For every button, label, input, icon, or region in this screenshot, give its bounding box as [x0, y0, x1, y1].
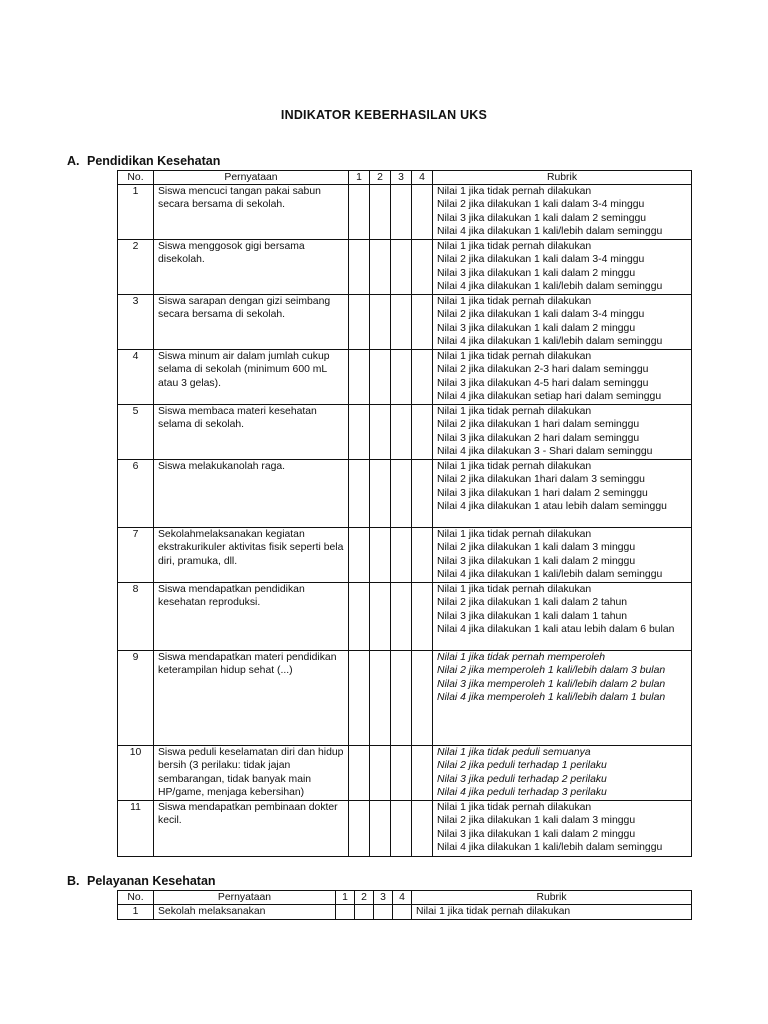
score-cell-4[interactable] [412, 460, 433, 528]
table-row [118, 651, 692, 746]
score-cell-3[interactable] [391, 651, 412, 746]
score-cell-3[interactable] [391, 405, 412, 460]
row-number: 8 [118, 583, 154, 651]
rubric-line: Nilai 1 jika tidak pernah dilakukan [416, 906, 571, 917]
score-cell-4[interactable] [393, 905, 412, 920]
table-body-b [118, 905, 692, 920]
rubric-line: Nilai 4 jika dilakukan 1 kali/lebih dalam seminggu [437, 281, 663, 293]
rubric-cell [433, 240, 692, 295]
header-no: No. [118, 171, 154, 185]
score-cell-4[interactable] [412, 405, 433, 460]
rubric-line: Nilai 4 jika dilakukan 1 kali/lebih dalam seminggu [437, 226, 663, 238]
rubric-line: Nilai 4 jika peduli terhadap 3 perilaku [437, 787, 607, 799]
statement-cell: Siswa mendapatkan pendidikan kesehatan reproduksi. [154, 583, 349, 651]
table-header-row [118, 171, 692, 185]
score-cell-1[interactable] [336, 905, 355, 920]
rubric-line: Nilai 4 jika dilakukan 3 - Shari dalam seminggu [437, 446, 653, 458]
score-cell-2[interactable] [370, 651, 391, 746]
header-score-4: 4 [412, 171, 433, 185]
score-cell-3[interactable] [391, 528, 412, 583]
score-cell-4[interactable] [412, 746, 433, 801]
rubric-line: Nilai 2 jika dilakukan 1 kali dalam 3 minggu [437, 542, 636, 554]
row-number: 1 [118, 185, 154, 240]
rubric-cell [433, 746, 692, 801]
statement-cell: Sekolah melaksanakan [154, 905, 336, 920]
score-cell-2[interactable] [370, 185, 391, 240]
rubric-line: Nilai 1 jika tidak pernah dilakukan [437, 186, 592, 197]
score-cell-3[interactable] [391, 185, 412, 240]
rubric-line: Nilai 1 jika tidak pernah dilakukan [437, 406, 592, 417]
score-cell-3[interactable] [391, 295, 412, 350]
score-cell-4[interactable] [412, 528, 433, 583]
score-cell-1[interactable] [349, 405, 370, 460]
statement-cell: Siswa mendapatkan pembinaan dokter kecil. [154, 801, 349, 857]
rubric-line: Nilai 1 jika tidak pernah dilakukan [437, 584, 592, 595]
table-body-a [118, 185, 692, 857]
header-score-2: 2 [370, 171, 391, 185]
score-cell-3[interactable] [391, 801, 412, 857]
statement-cell: Siswa minum air dalam jumlah cukup selama di sekolah (minimum 600 mL atau 3 gelas). [154, 350, 349, 405]
rubric-cell [433, 295, 692, 350]
rubric-line: Nilai 4 jika dilakukan 1 kali atau lebih dalam 6 bulan [437, 624, 675, 636]
score-cell-1[interactable] [349, 240, 370, 295]
rubric-cell [433, 460, 692, 528]
score-cell-2[interactable] [370, 240, 391, 295]
rubric-line: Nilai 4 jika dilakukan setiap hari dalam seminggu [437, 391, 662, 403]
score-cell-1[interactable] [349, 801, 370, 857]
table-row [118, 460, 692, 528]
rubric-line: Nilai 4 jika dilakukan 1 kali/lebih dalam seminggu [437, 842, 663, 854]
table-row [118, 405, 692, 460]
rubric-line: Nilai 3 jika peduli terhadap 2 perilaku [437, 773, 607, 785]
rubric-line: Nilai 1 jika tidak pernah dilakukan [437, 802, 592, 813]
row-number: 4 [118, 350, 154, 405]
score-cell-2[interactable] [370, 460, 391, 528]
rubric-cell [433, 651, 692, 746]
score-cell-2[interactable] [370, 350, 391, 405]
rubric-line: Nilai 1 jika tidak pernah memperoleh [437, 652, 606, 663]
score-cell-4[interactable] [412, 295, 433, 350]
rubric-line: Nilai 1 jika tidak pernah dilakukan [437, 241, 592, 252]
table-row [118, 905, 692, 920]
table-row [118, 350, 692, 405]
table-row [118, 295, 692, 350]
rubric-line: Nilai 2 jika dilakukan 1 hari dalam seminggu [437, 419, 640, 431]
header-score-3: 3 [391, 171, 412, 185]
score-cell-2[interactable] [355, 905, 374, 920]
rubric-line: Nilai 3 jika dilakukan 4-5 hari dalam seminggu [437, 377, 649, 389]
header-score-4: 4 [393, 891, 412, 905]
rubric-line: Nilai 1 jika tidak peduli semuanya [437, 747, 591, 758]
section-a-heading [67, 154, 220, 168]
score-cell-4[interactable] [412, 350, 433, 405]
indicator-table-a [117, 170, 692, 857]
statement-cell: Siswa sarapan dengan gizi seimbang secara bersama di sekolah. [154, 295, 349, 350]
row-number: 5 [118, 405, 154, 460]
header-rubric: Rubrik [412, 891, 692, 905]
score-cell-1[interactable] [349, 746, 370, 801]
rubric-line: Nilai 2 jika peduli terhadap 1 perilaku [437, 760, 607, 772]
row-number: 9 [118, 651, 154, 746]
table-row [118, 746, 692, 801]
rubric-line: Nilai 3 jika dilakukan 1 kali dalam 2 minggu [437, 555, 636, 567]
table-header-row [118, 891, 692, 905]
rubric-line: Nilai 3 jika dilakukan 1 kali dalam 2 minggu [437, 267, 636, 279]
rubric-line: Nilai 2 jika dilakukan 1 kali dalam 3-4 minggu [437, 199, 645, 211]
section-a-letter: A. [67, 154, 80, 168]
statement-cell: Sekolahmelaksanakan kegiatan ekstrakurikuler aktivitas fisik seperti bela diri, pramuka, dll. [154, 528, 349, 583]
rubric-line: Nilai 4 jika dilakukan 1 atau lebih dalam seminggu [437, 501, 667, 513]
score-cell-3[interactable] [391, 460, 412, 528]
score-cell-2[interactable] [370, 746, 391, 801]
score-cell-1[interactable] [349, 185, 370, 240]
rubric-line: Nilai 2 jika dilakukan 1 kali dalam 3-4 minggu [437, 254, 645, 266]
rubric-cell [433, 185, 692, 240]
rubric-line: Nilai 4 jika memperoleh 1 kali/lebih dalam 1 bulan [437, 692, 666, 704]
statement-cell: Siswa menggosok gigi bersama disekolah. [154, 240, 349, 295]
rubric-line: Nilai 1 jika tidak pernah dilakukan [437, 529, 592, 540]
statement-cell: Siswa mencuci tangan pakai sabun secara bersama di sekolah. [154, 185, 349, 240]
row-number: 6 [118, 460, 154, 528]
table-row [118, 240, 692, 295]
section-b-title: Pelayanan Kesehatan [87, 874, 216, 888]
statement-cell: Siswa peduli keselamatan diri dan hidup bersih (3 perilaku: tidak jajan sembarangan, tidak banyak main HP/game, menjaga kebersihan) [154, 746, 349, 801]
score-cell-1[interactable] [349, 528, 370, 583]
rubric-line: Nilai 3 jika memperoleh 1 kali/lebih dalam 2 bulan [437, 678, 666, 690]
rubric-line: Nilai 1 jika tidak pernah dilakukan [437, 296, 592, 307]
rubric-cell [433, 350, 692, 405]
rubric-line: Nilai 3 jika dilakukan 1 kali dalam 1 tahun [437, 610, 628, 622]
document-title: INDIKATOR KEBERHASILAN UKS [280, 108, 488, 122]
row-number: 2 [118, 240, 154, 295]
rubric-line: Nilai 3 jika dilakukan 1 kali dalam 2 seminggu [437, 212, 647, 224]
table-row [118, 528, 692, 583]
table-row [118, 185, 692, 240]
row-number: 10 [118, 746, 154, 801]
header-rubric: Rubrik [433, 171, 692, 185]
score-cell-4[interactable] [412, 240, 433, 295]
header-score-1: 1 [349, 171, 370, 185]
row-number: 1 [118, 905, 154, 920]
rubric-line: Nilai 2 jika dilakukan 1hari dalam 3 seminggu [437, 474, 645, 486]
header-score-1: 1 [336, 891, 355, 905]
rubric-cell [433, 528, 692, 583]
statement-cell: Siswa mendapatkan materi pendidikan keterampilan hidup sehat (...) [154, 651, 349, 746]
score-cell-1[interactable] [349, 350, 370, 405]
section-b-heading [67, 874, 216, 888]
section-a-title: Pendidikan Kesehatan [87, 154, 221, 168]
rubric-cell [433, 405, 692, 460]
header-statement: Pernyataan [154, 891, 336, 905]
score-cell-4[interactable] [412, 583, 433, 651]
rubric-cell [433, 801, 692, 857]
score-cell-3[interactable] [391, 583, 412, 651]
rubric-line: Nilai 3 jika dilakukan 2 hari dalam seminggu [437, 432, 640, 444]
rubric-line: Nilai 1 jika tidak pernah dilakukan [437, 461, 592, 472]
score-cell-1[interactable] [349, 651, 370, 746]
statement-cell: Siswa melakukanolah raga. [154, 460, 349, 528]
rubric-line: Nilai 3 jika dilakukan 1 kali dalam 2 minggu [437, 828, 636, 840]
score-cell-2[interactable] [370, 583, 391, 651]
header-statement: Pernyataan [154, 171, 349, 185]
row-number: 3 [118, 295, 154, 350]
rubric-line: Nilai 4 jika dilakukan 1 kali/lebih dalam seminggu [437, 336, 663, 348]
table-row [118, 583, 692, 651]
score-cell-2[interactable] [370, 405, 391, 460]
score-cell-3[interactable] [374, 905, 393, 920]
indicator-table-b [117, 890, 692, 920]
rubric-line: Nilai 2 jika memperoleh 1 kali/lebih dalam 3 bulan [437, 665, 666, 677]
score-cell-1[interactable] [349, 295, 370, 350]
score-cell-3[interactable] [391, 746, 412, 801]
rubric-line: Nilai 3 jika dilakukan 1 hari dalam 2 seminggu [437, 487, 648, 499]
header-no: No. [118, 891, 154, 905]
score-cell-3[interactable] [391, 350, 412, 405]
rubric-line: Nilai 2 jika dilakukan 1 kali dalam 3 minggu [437, 815, 636, 827]
rubric-line: Nilai 1 jika tidak pernah dilakukan [437, 351, 592, 362]
score-cell-3[interactable] [391, 240, 412, 295]
header-score-3: 3 [374, 891, 393, 905]
score-cell-4[interactable] [412, 185, 433, 240]
rubric-cell [433, 583, 692, 651]
score-cell-2[interactable] [370, 295, 391, 350]
statement-cell: Siswa membaca materi kesehatan selama di sekolah. [154, 405, 349, 460]
rubric-line: Nilai 3 jika dilakukan 1 kali dalam 2 minggu [437, 322, 636, 334]
score-cell-4[interactable] [412, 651, 433, 746]
rubric-cell [412, 905, 692, 920]
section-b-letter: B. [67, 874, 80, 888]
score-cell-4[interactable] [412, 801, 433, 857]
table-row [118, 801, 692, 857]
row-number: 11 [118, 801, 154, 857]
rubric-line: Nilai 2 jika dilakukan 1 kali dalam 3-4 minggu [437, 309, 645, 321]
score-cell-1[interactable] [349, 460, 370, 528]
row-number: 7 [118, 528, 154, 583]
header-score-2: 2 [355, 891, 374, 905]
rubric-line: Nilai 4 jika dilakukan 1 kali/lebih dalam seminggu [437, 569, 663, 581]
score-cell-1[interactable] [349, 583, 370, 651]
score-cell-2[interactable] [370, 528, 391, 583]
rubric-line: Nilai 2 jika dilakukan 2-3 hari dalam seminggu [437, 364, 649, 376]
score-cell-2[interactable] [370, 801, 391, 857]
rubric-line: Nilai 2 jika dilakukan 1 kali dalam 2 tahun [437, 597, 628, 609]
